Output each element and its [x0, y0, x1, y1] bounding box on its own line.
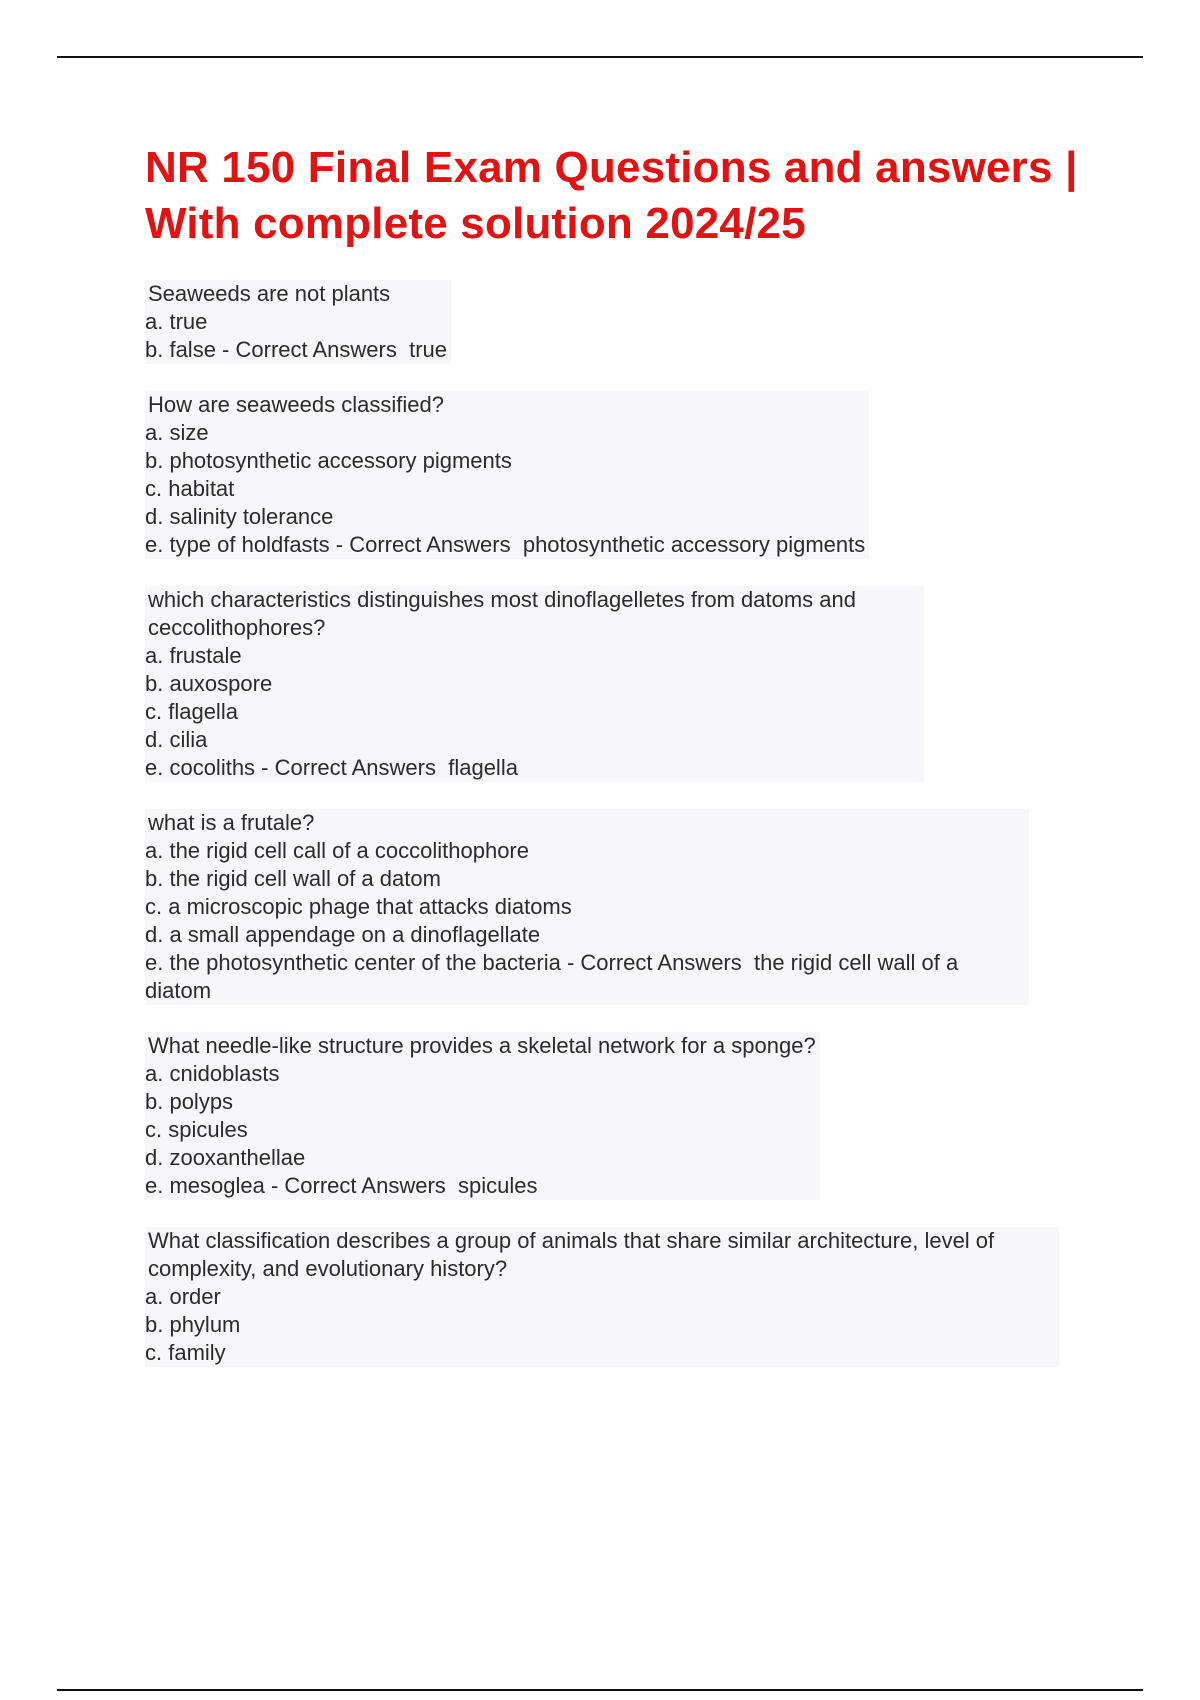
- option-e: e. the photosynthetic center of the bacteria: [145, 950, 561, 975]
- question-block: [145, 1227, 1105, 1394]
- option-b: b. phylum: [145, 1312, 241, 1337]
- option-a: a. true: [145, 309, 208, 334]
- option-c: c. a microscopic phage that attacks diatoms: [145, 894, 572, 919]
- option-a: a. the rigid cell call of a coccolithophore: [145, 838, 529, 863]
- correct-answer: the rigid cell wall of a diatom: [145, 950, 965, 1003]
- question-text: How are seaweeds classified?: [148, 392, 444, 417]
- correct-answer: photosynthetic accessory pigments: [516, 532, 866, 557]
- option-a: a. size: [145, 420, 209, 445]
- option-b-with-answer: [145, 336, 447, 364]
- option-e: e. mesoglea: [145, 1173, 265, 1198]
- question-text: what is a frutale?: [148, 810, 315, 835]
- option-a: a. order: [145, 1284, 221, 1309]
- page-title: NR 150 Final Exam Questions and answers | With complete solution 2024/25: [145, 143, 1078, 248]
- option-b: b. the rigid cell wall of a datom: [145, 866, 441, 891]
- question-block: [145, 391, 1105, 586]
- option-b: b. photosynthetic accessory pigments: [145, 448, 512, 473]
- option-c: c. habitat: [145, 476, 235, 501]
- option-e: e. cocoliths: [145, 755, 256, 780]
- correct-answer: spicules: [451, 1173, 538, 1198]
- option-e-with-answer: [145, 531, 865, 559]
- document-body: [145, 140, 1105, 1394]
- option-b: b. false: [145, 337, 216, 362]
- question-block: [145, 280, 1105, 391]
- question-block: [145, 586, 1105, 809]
- question-text: What needle-like structure provides a skeletal network for a sponge?: [148, 1033, 816, 1058]
- option-d: d. zooxanthellae: [145, 1145, 306, 1170]
- question-block: [145, 1032, 1105, 1227]
- option-e: e. type of holdfasts: [145, 532, 330, 557]
- option-a: a. cnidoblasts: [145, 1061, 280, 1086]
- top-rule: [57, 56, 1143, 58]
- option-e-with-answer: [145, 1172, 816, 1200]
- option-b: b. polyps: [145, 1089, 234, 1114]
- option-a: a. frustale: [145, 643, 242, 668]
- bottom-rule: [57, 1689, 1143, 1691]
- correct-answers-label: - Correct Answers: [560, 950, 748, 975]
- correct-answer: true: [402, 337, 448, 362]
- option-e-with-answer: [145, 949, 1025, 1005]
- option-c: c. flagella: [145, 699, 238, 724]
- option-e-with-answer: [145, 754, 920, 782]
- option-b: b. auxospore: [145, 671, 273, 696]
- option-d: d. a small appendage on a dinoflagellate: [145, 922, 541, 947]
- correct-answers-label: - Correct Answers: [329, 532, 517, 557]
- correct-answer: flagella: [442, 755, 518, 780]
- option-c: c. family: [145, 1340, 226, 1365]
- correct-answers-label: - Correct Answers: [264, 1173, 452, 1198]
- question-text: What classification describes a group of animals that share similar architecture, level of complexity, and evolutionary history?: [148, 1228, 1001, 1281]
- question-text: Seaweeds are not plants: [148, 281, 391, 306]
- question-block: [145, 809, 1105, 1032]
- option-d: d. cilia: [145, 727, 208, 752]
- question-text: which characteristics distinguishes most dinoflagelletes from datoms and ceccolithophores?: [148, 587, 863, 640]
- option-d: d. salinity tolerance: [145, 504, 334, 529]
- option-c: c. spicules: [145, 1117, 248, 1142]
- correct-answers-label: - Correct Answers: [215, 337, 403, 362]
- correct-answers-label: - Correct Answers: [255, 755, 443, 780]
